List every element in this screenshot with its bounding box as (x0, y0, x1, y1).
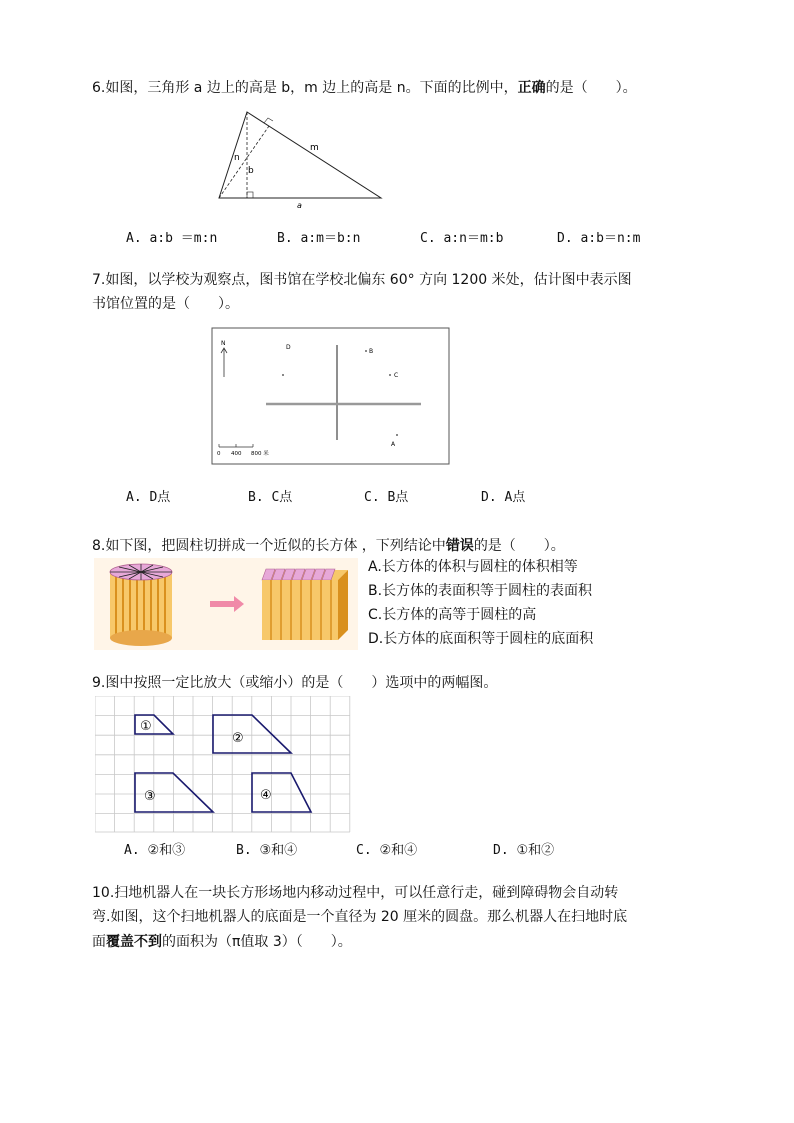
q6-option-a[interactable]: A. a:b ＝m:n (126, 231, 218, 246)
point-d-label: D (286, 344, 291, 351)
q9-option-c[interactable]: C. ②和④ (356, 843, 418, 858)
svg-text:0: 0 (217, 451, 221, 457)
q9-option-d[interactable]: D. ①和② (493, 843, 555, 858)
q6-stem: 6.如图，三角形 a 边上的高是 b，m 边上的高是 n。下面的比例中，正确的是（ ）。 (92, 80, 637, 96)
height-n (219, 126, 269, 198)
point-a-label: A (391, 441, 396, 448)
point-a (396, 434, 398, 436)
point-b-label: B (369, 348, 374, 355)
shape-3-label: ③ (144, 789, 156, 804)
shape-4-label: ④ (260, 788, 272, 803)
svg-text:800 米: 800 米 (251, 451, 269, 457)
triangle-figure (210, 106, 390, 214)
point-d (282, 374, 284, 376)
q7-option-a[interactable]: A. D点 (126, 490, 171, 505)
q10-stem-line3: 面覆盖不到的面积为（π值取 3）（ ）。 (92, 934, 352, 950)
cylinder-cuboid-figure (94, 558, 358, 650)
label-a: a (297, 201, 302, 210)
q9-stem: 9.图中按照一定比放大（或缩小）的是（ ）选项中的两幅图。 (92, 675, 498, 691)
q7-stem-line2: 书馆位置的是（ ）。 (92, 296, 239, 312)
q10-stem-line1: 10.扫地机器人在一块长方形场地内移动过程中，可以任意行走，碰到障碍物会自动转 (92, 885, 619, 901)
point-b (365, 350, 367, 352)
point-c-label: C (394, 372, 399, 379)
cylinder (110, 572, 172, 638)
grid (95, 696, 350, 832)
triangle (219, 112, 381, 198)
q7-stem-line1: 7.如图，以学校为观察点，图书馆在学校北偏东 60° 方向 1200 米处，估计图中表示图 (92, 272, 632, 288)
q7-option-d[interactable]: D. A点 (481, 490, 526, 505)
q7-option-c[interactable]: C. B点 (364, 490, 409, 505)
q6-option-d[interactable]: D. a:b＝n:m (557, 231, 641, 246)
q8-stem: 8.如下图，把圆柱切拼成一个近似的长方体 ，下列结论中错误的是（ ）。 (92, 538, 565, 554)
q10-stem-line2: 弯.如图，这个扫地机器人的底面是一个直径为 20 厘米的圆盘。那么机器人在扫地时底 (92, 909, 628, 925)
q8-option-d[interactable]: D.长方体的底面积等于圆柱的底面积 (368, 631, 594, 647)
north-label: N (221, 340, 226, 347)
q8-option-c[interactable]: C.长方体的高等于圆柱的高 (368, 607, 537, 623)
q8-option-a[interactable]: A.长方体的体积与圆柱的体积相等 (368, 559, 578, 575)
q6-option-c[interactable]: C. a:n＝m:b (420, 231, 504, 246)
q7-option-b[interactable]: B. C点 (248, 490, 293, 505)
svg-text:400: 400 (231, 451, 242, 457)
q9-option-b[interactable]: B. ③和④ (236, 843, 298, 858)
map-figure (211, 327, 451, 467)
shape-2-label: ② (232, 731, 244, 746)
q6-option-b[interactable]: B. a:m＝b:n (277, 231, 361, 246)
arrow-right-icon (210, 601, 234, 607)
label-n: n (234, 153, 240, 163)
q8-option-b[interactable]: B.长方体的表面积等于圆柱的表面积 (368, 583, 593, 599)
label-b: b (248, 166, 254, 176)
grid-figure (95, 696, 351, 834)
cuboid (262, 580, 338, 640)
q9-option-a[interactable]: A. ②和③ (124, 843, 186, 858)
label-m: m (310, 143, 319, 153)
point-c (389, 374, 391, 376)
shape-1-label: ① (140, 719, 152, 734)
